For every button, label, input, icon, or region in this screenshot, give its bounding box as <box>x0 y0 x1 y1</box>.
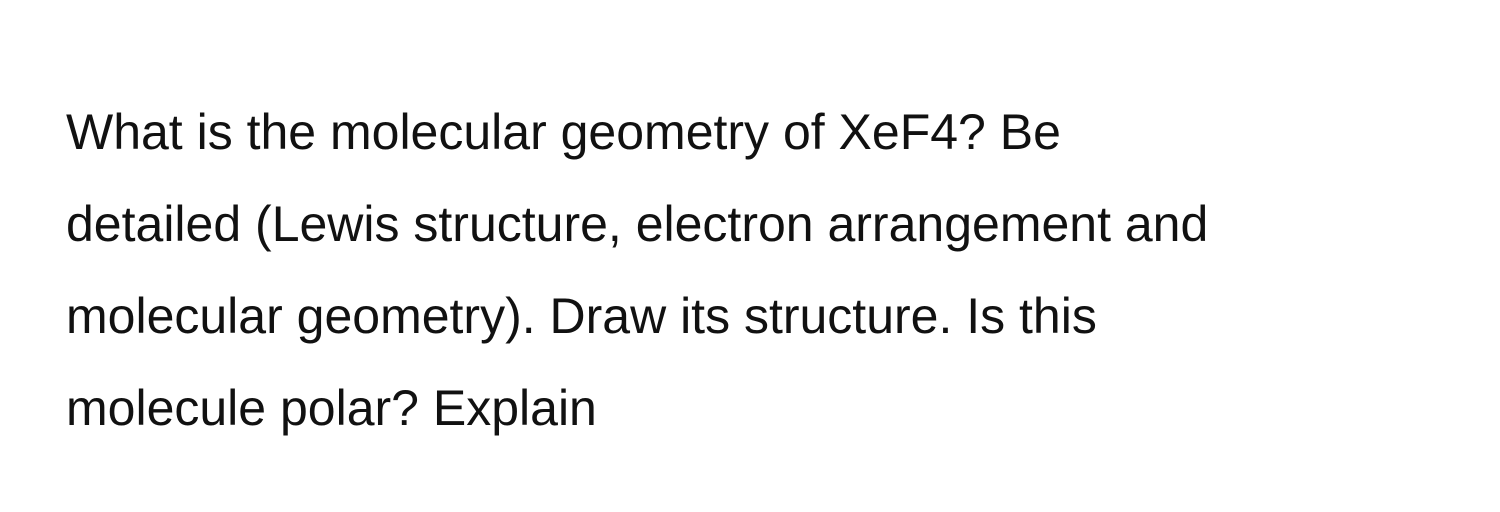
question-line-4: molecule polar? Explain <box>66 380 597 436</box>
question-line-2: detailed (Lewis structure, electron arrangement and <box>66 196 1209 252</box>
question-line-3: molecular geometry). Draw its structure. Is this <box>66 288 1097 344</box>
question-text <box>66 86 1466 454</box>
question-line-1: What is the molecular geometry of XeF4? Be <box>66 104 1061 160</box>
